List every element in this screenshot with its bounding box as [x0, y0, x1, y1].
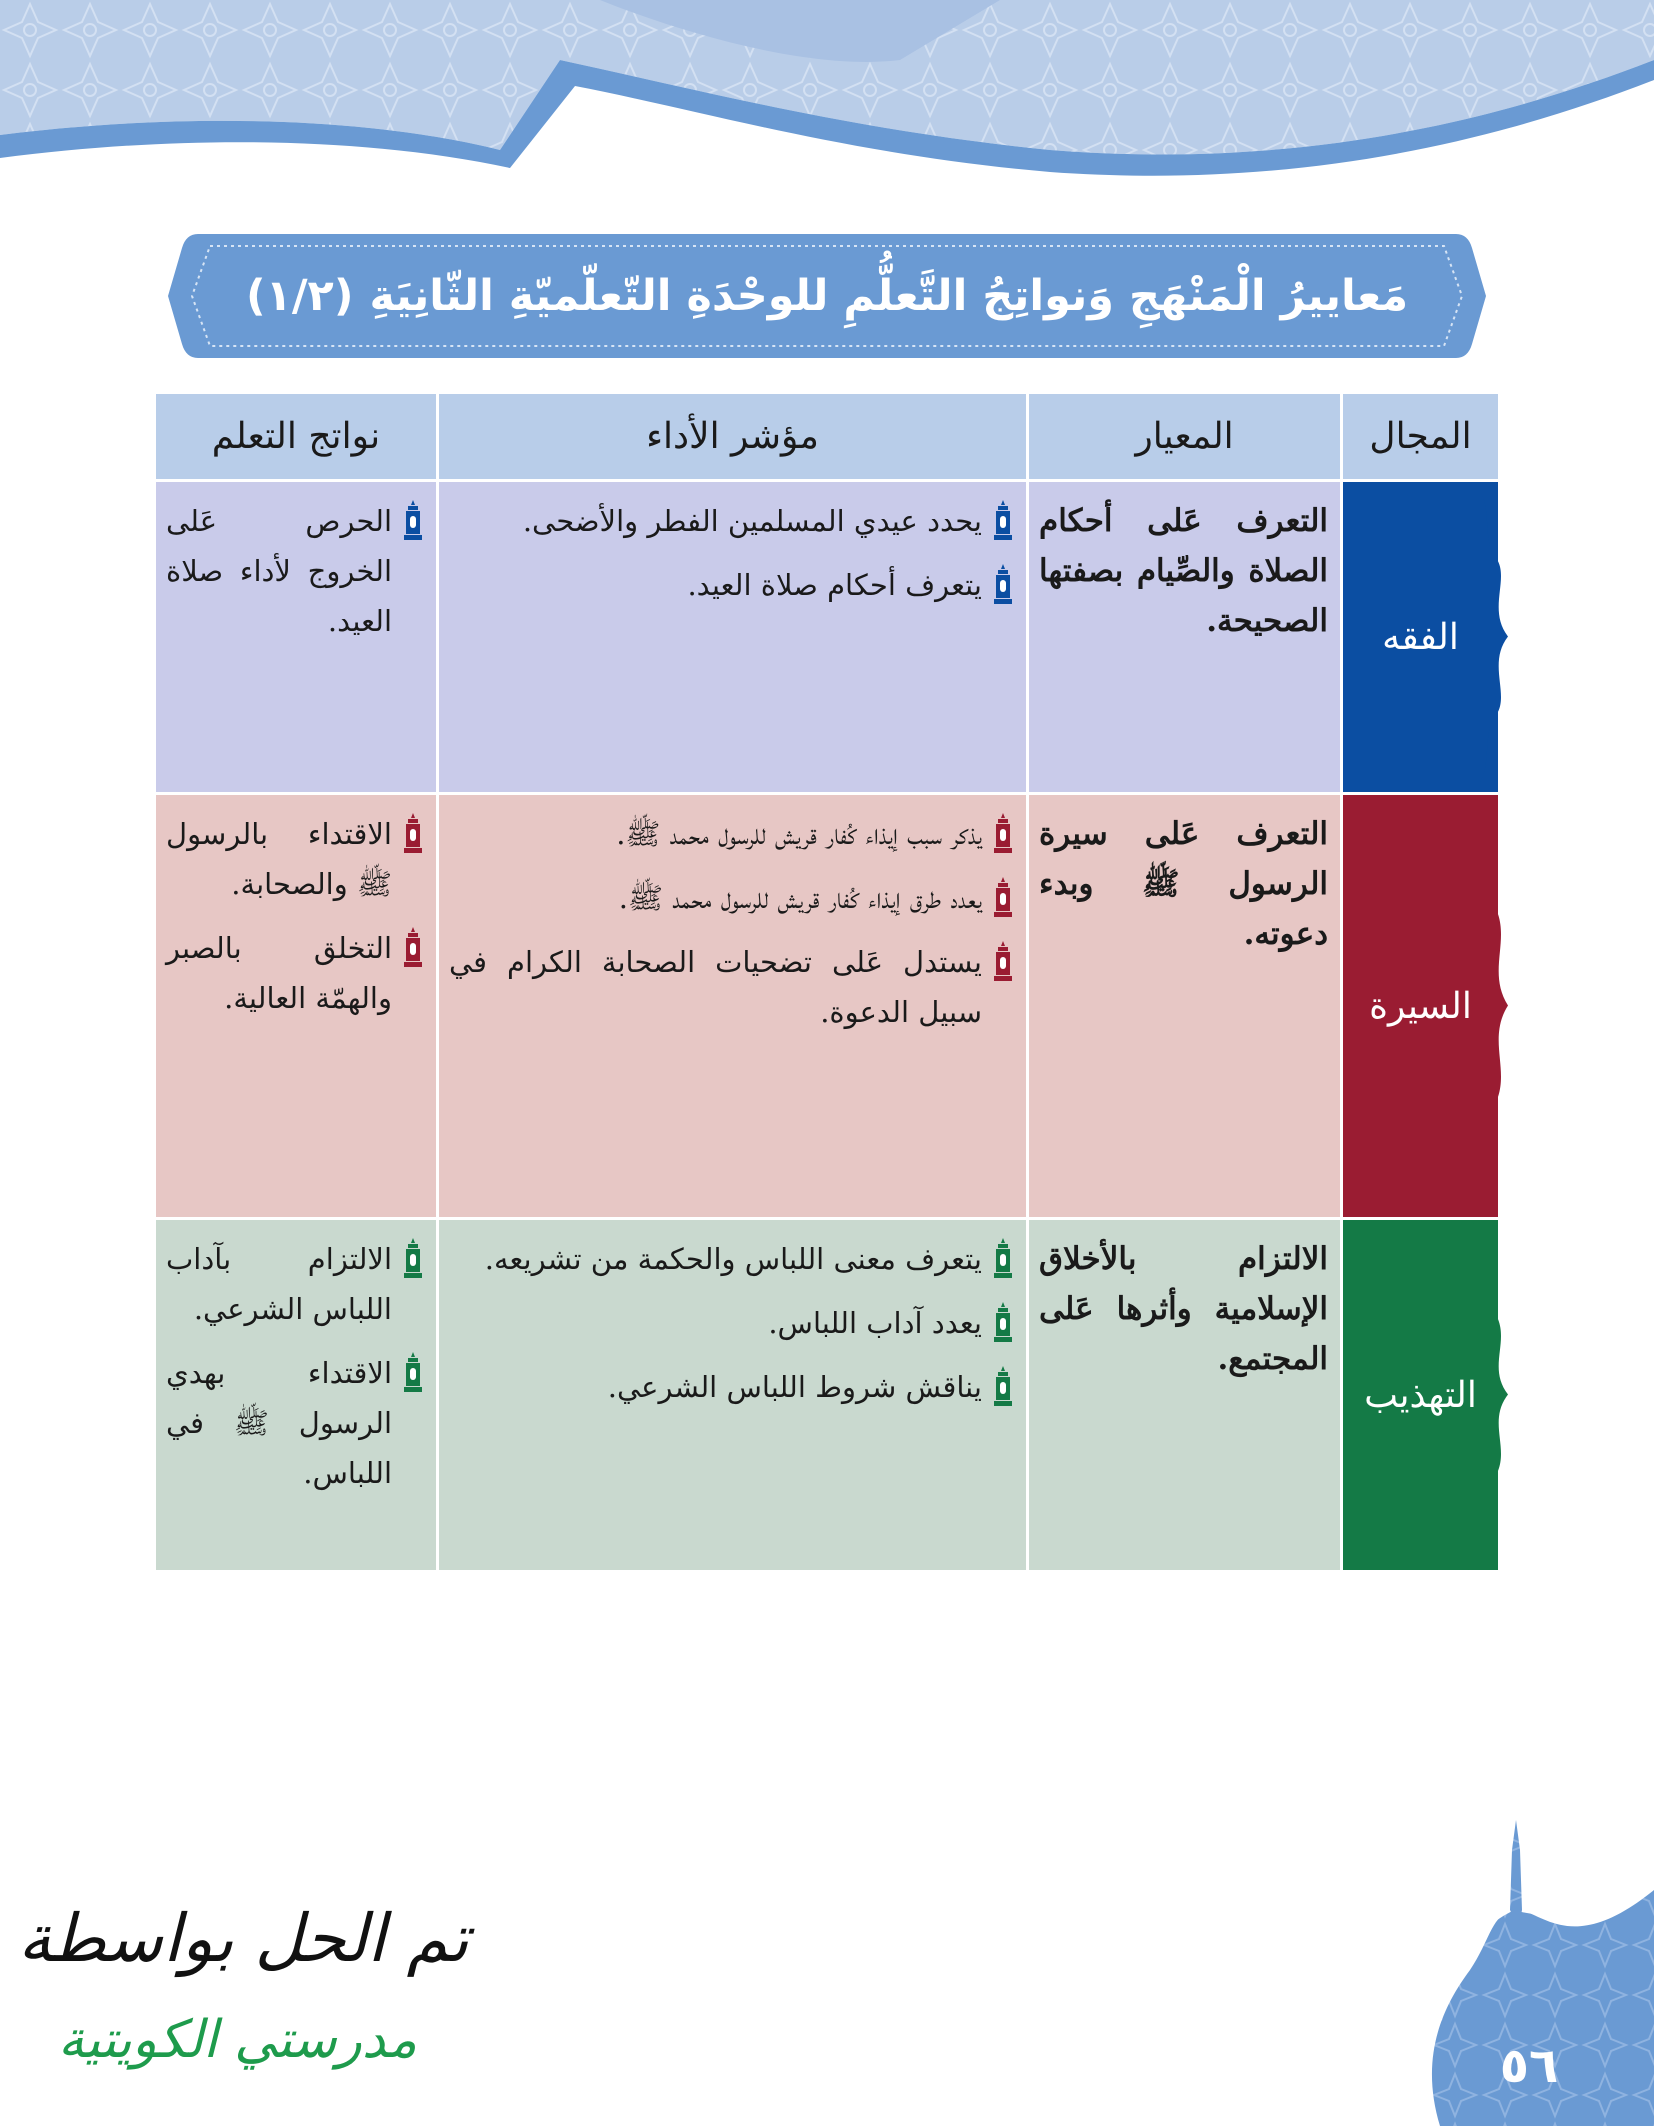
indicator-cell — [436, 795, 1026, 1220]
outcomes-cell — [156, 1220, 436, 1573]
indicator-text: يعدد طرق إيذاء كُفار قريش للرسول محمد ﷺ. — [618, 881, 982, 915]
list-item — [166, 496, 424, 646]
domain-cell-seerah — [1340, 795, 1498, 1220]
lantern-icon — [398, 809, 424, 859]
page-number: ٥٦ — [1499, 2038, 1559, 2094]
lantern-icon — [988, 1362, 1014, 1412]
domain-cell-tahdheeb — [1340, 1220, 1498, 1573]
standard-cell — [1026, 482, 1340, 795]
list-item — [449, 496, 1014, 546]
indicator-text: يناقش شروط اللباس الشرعي. — [607, 1370, 982, 1404]
lantern-icon — [988, 560, 1014, 610]
indicator-cell — [436, 1220, 1026, 1573]
list-item — [166, 1234, 424, 1334]
standard-cell — [1026, 795, 1340, 1220]
standard-text: التعرف عَلى سيرة الرسول ﷺ وبدء دعوته. — [1039, 816, 1328, 952]
list-item — [449, 560, 1014, 610]
page-title: مَعاييرُ الْمَنْهَجِ وَنواتِجُ التَّعلُّمِ للوحْدَةِ التّعلّميّةِ الثّانِيَةِ — [369, 271, 1409, 321]
list-item — [449, 1234, 1014, 1284]
indicator-text: يحدد عيدي المسلمين الفطر والأضحى. — [522, 504, 982, 538]
table-row — [156, 795, 1498, 1220]
lantern-icon — [988, 1234, 1014, 1284]
lantern-icon — [988, 496, 1014, 546]
list-item — [449, 809, 1014, 859]
outcome-text: التخلق بالصبر والهمّة العالية. — [166, 931, 392, 1015]
lantern-icon — [988, 873, 1014, 923]
header-domain: المجال — [1340, 394, 1498, 482]
list-item — [166, 923, 424, 1023]
outcome-text: الاقتداء بهدي الرسول ﷺ في اللباس. — [166, 1356, 392, 1490]
indicator-text: يذكر سبب إيذاء كُفار قريش للرسول محمد ﷺ. — [616, 817, 982, 851]
domain-cell-fiqh — [1340, 482, 1498, 795]
header-outcomes: نواتج التعلم — [156, 394, 436, 482]
standard-text: التعرف عَلى أحكام الصلاة والصِّيام بصفتها الصحيحة. — [1039, 503, 1328, 639]
watermark-line1: تم الحل بواسطة — [18, 1900, 469, 1977]
outcome-text: الحرص عَلى الخروج لأداء صلاة العيد. — [166, 504, 392, 638]
domain-label: الفقه — [1382, 616, 1459, 658]
list-item — [449, 937, 1014, 1037]
domain-label: التهذيب — [1364, 1374, 1477, 1416]
lantern-icon — [398, 923, 424, 973]
standard-cell — [1026, 1220, 1340, 1573]
outcome-text: الاقتداء بالرسول ﷺ والصحابة. — [166, 817, 392, 901]
indicator-text: يعدد آداب اللباس. — [768, 1306, 982, 1340]
indicator-text: يتعرف أحكام صلاة العيد. — [687, 568, 982, 602]
indicator-cell — [436, 482, 1026, 795]
outcome-text: الالتزام بآداب اللباس الشرعي. — [166, 1242, 392, 1326]
list-item — [449, 1362, 1014, 1412]
title-part-number: (١/٢) — [245, 271, 354, 321]
indicator-text: يتعرف معنى اللباس والحكمة من تشريعه. — [484, 1242, 982, 1276]
list-item — [166, 1348, 424, 1498]
watermark-line2: مدرستي الكويتية — [58, 2010, 417, 2070]
lantern-icon — [398, 1348, 424, 1398]
lantern-icon — [398, 496, 424, 546]
header-indicator: مؤشر الأداء — [436, 394, 1026, 482]
list-item — [449, 873, 1014, 923]
standard-text: الالتزام بالأخلاق الإسلامية وأثرها عَلى المجتمع. — [1039, 1241, 1328, 1377]
table-header-row — [156, 394, 1498, 482]
top-decorative-wave — [0, 0, 1654, 200]
list-item — [449, 1298, 1014, 1348]
lantern-icon — [398, 1234, 424, 1284]
outcomes-cell — [156, 482, 436, 795]
table-row — [156, 1220, 1498, 1573]
list-item — [166, 809, 424, 909]
lantern-icon — [988, 1298, 1014, 1348]
header-standard: المعيار — [1026, 394, 1340, 482]
table-row — [156, 482, 1498, 795]
lantern-icon — [988, 937, 1014, 987]
lantern-icon — [988, 809, 1014, 859]
standards-table — [156, 394, 1498, 1573]
domain-label: السيرة — [1369, 985, 1472, 1027]
indicator-text: يستدل عَلى تضحيات الصحابة الكرام في سبيل الدعوة. — [449, 945, 982, 1029]
outcomes-cell — [156, 795, 436, 1220]
domain-tab-shape — [1468, 482, 1508, 792]
title-banner — [168, 230, 1486, 362]
domain-tab-shape — [1468, 795, 1508, 1217]
